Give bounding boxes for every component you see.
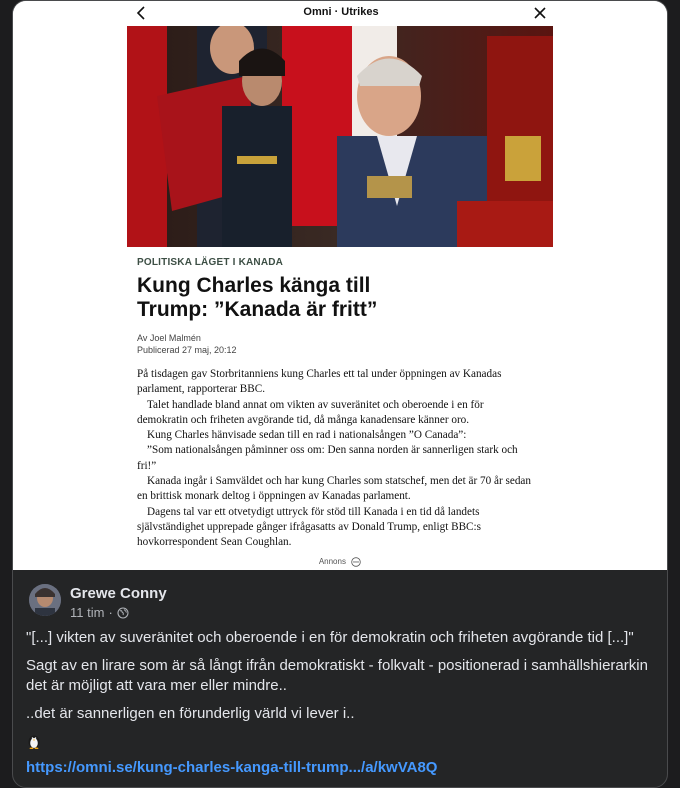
- article-paragraph: Kung Charles hänvisade sedan till en rad i nationalsången ”O Canada”:: [147, 429, 467, 442]
- post: [13, 570, 668, 788]
- post-paragraph: "[...] vikten av suveränitet och oberoende i en för demokratin och friheten avgörande tid [...]": [26, 629, 634, 646]
- shared-screenshot[interactable]: [13, 1, 668, 570]
- ad-label-text: Annons: [318, 557, 346, 567]
- article-paragraph: Talet handlade bland annat om vikten av suveränitet och oberoende i en för demokratin och friheten avgörande tid, då många kanadensare känner oro.: [137, 398, 484, 426]
- article-published: Publicerad 27 maj, 20:12: [137, 345, 237, 355]
- article: [127, 247, 553, 570]
- article-headline: Kung Charles känga till Trump: ”Kanada är fritt”: [137, 274, 378, 321]
- post-meta: [70, 605, 129, 620]
- penguin-icon: [27, 733, 41, 749]
- article-kicker: POLITISKA LÄGET I KANADA: [137, 257, 284, 268]
- source-bar: [13, 1, 668, 25]
- close-icon: [531, 4, 549, 22]
- ad-label: [127, 557, 553, 567]
- article-author: Av Joel Malmén: [137, 333, 201, 343]
- post-text: [26, 628, 662, 732]
- article-body: [137, 367, 537, 551]
- article-photo: [127, 26, 553, 247]
- article-paragraph: ”Som nationalsången påminner oss om: Den sanna norden är sannerligen stark och fri!”: [137, 444, 518, 472]
- article-paragraph: På tisdagen gav Storbritanniens kung Charles ett tal under öppningen av Kanadas parlament, rapporterar BBC.: [137, 368, 502, 396]
- post-time[interactable]: 11 tim: [70, 605, 105, 620]
- post-paragraph: ..det är sannerligen en förunderlig värld vi lever i..: [26, 705, 355, 722]
- article-paragraph: Dagens tal var ett otvetydigt uttryck för stöd till Kanada i en tid då landets självständighet upprepade gånger ifrågasatts av Donald Trump, enligt BBC:s hovkorrespondent Sean Coughlan.: [137, 505, 481, 549]
- article-byline: [137, 332, 237, 356]
- article-link[interactable]: https://omni.se/kung-charles-kanga-till-trump.../a/kwVA8Q: [26, 759, 438, 776]
- globe-icon[interactable]: [117, 607, 129, 619]
- post-author[interactable]: Grewe Conny: [70, 585, 167, 602]
- more-icon: [351, 557, 361, 567]
- post-paragraph: Sagt av en lirare som är så långt ifrån demokratiskt - folkvalt - positionerad i samhällshierarkin det är möjligt att vara mer eller mindre..: [26, 657, 648, 694]
- meta-separator: ·: [108, 605, 113, 620]
- article-paragraph: Kanada ingår i Samväldet och har kung Charles som statschef, men det är 70 år sedan en brittisk monark deltog i öppningen av Kanadas parlament.: [137, 475, 531, 503]
- source-title: Omni · Utrikes: [303, 6, 379, 18]
- avatar[interactable]: [29, 584, 61, 616]
- post-card: [12, 0, 668, 788]
